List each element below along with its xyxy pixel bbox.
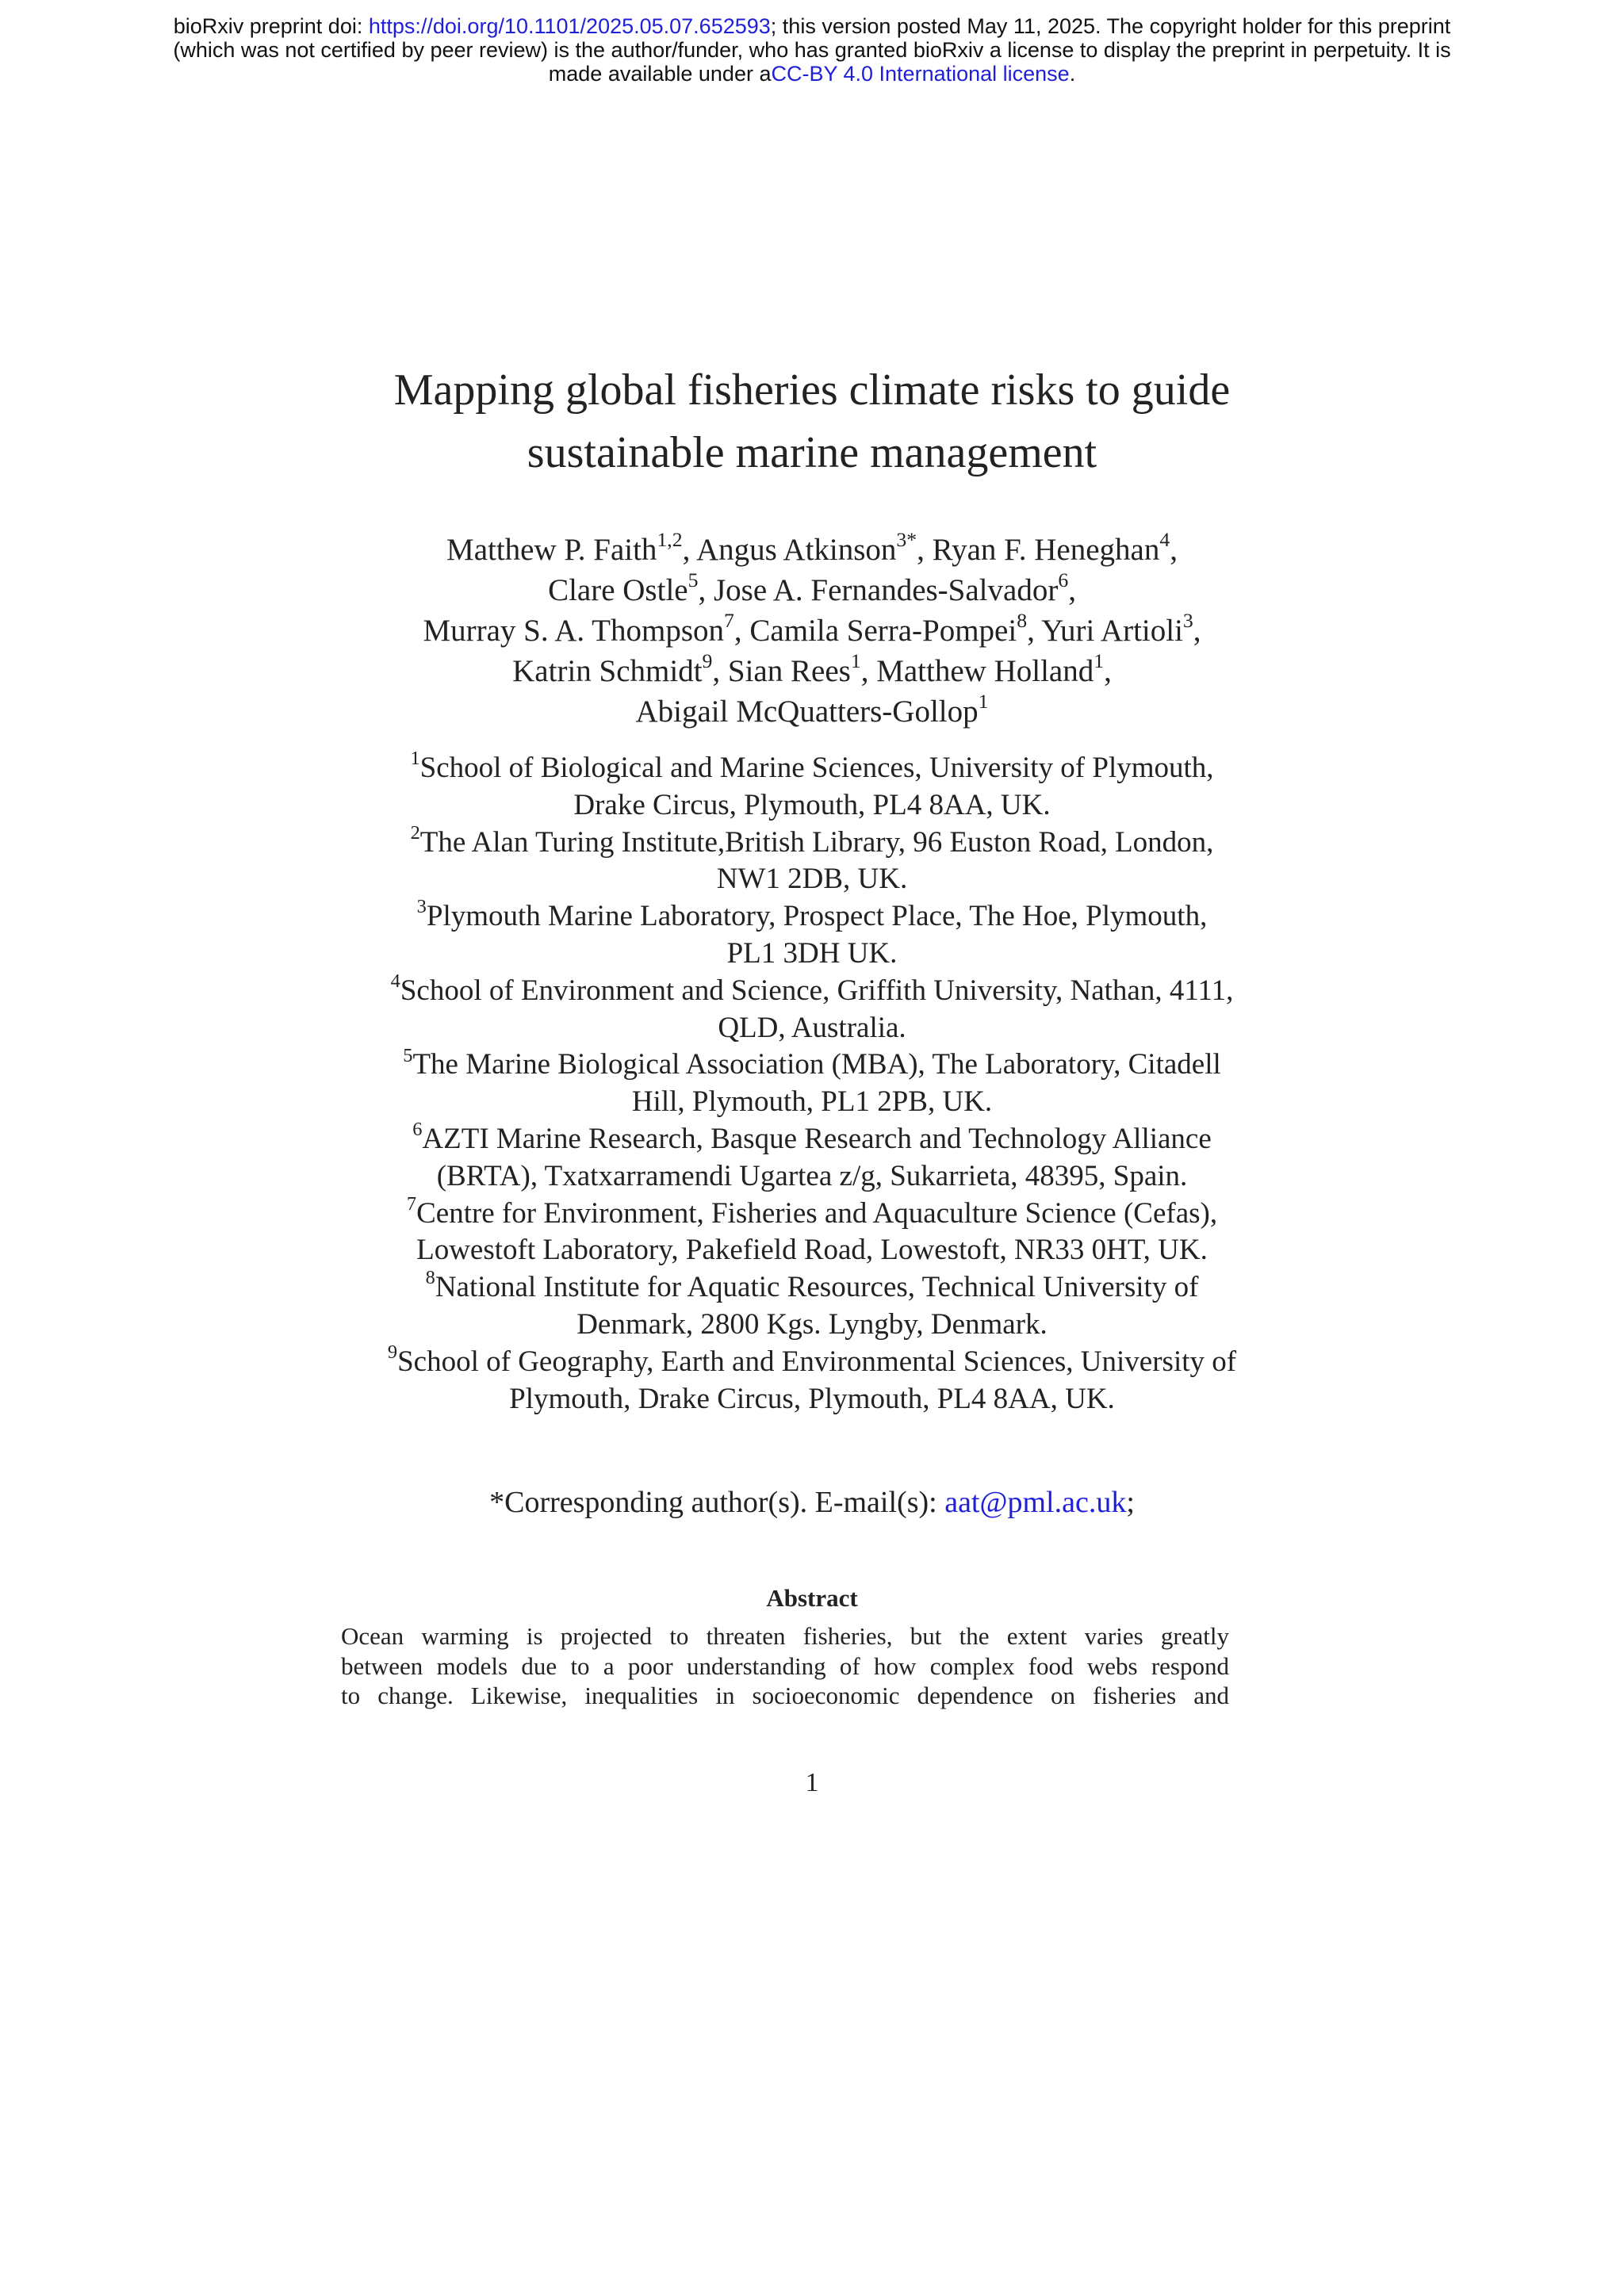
author-affiliation-mark: 4 bbox=[1159, 528, 1170, 552]
banner-line-1 bbox=[0, 14, 1624, 38]
title-line-2: sustainable marine management bbox=[527, 428, 1097, 477]
affiliation-number: 4 bbox=[390, 970, 400, 993]
author-affiliation-mark: 7 bbox=[724, 609, 734, 633]
author-affiliation-mark: 1 bbox=[1094, 649, 1105, 673]
affiliation-item: $^2$The Alan Turing Institute,British Library, 96 Euston Road, London, NW1 2DB, UK. bbox=[410, 821, 1214, 896]
affiliation-item: $^3$Plymouth Marine Laboratory, Prospect Place, The Hoe, Plymouth, PL1 3DH UK. bbox=[416, 896, 1208, 970]
author-line-5 bbox=[178, 691, 1446, 732]
abstract-heading: Abstract bbox=[766, 1584, 858, 1612]
banner-line-2: (which was not certified by peer review) is the author/funder, who has granted bioRxiv a license to display the preprint in perpetuity. It is bbox=[173, 38, 1451, 62]
banner-doi-prefix: bioRxiv preprint doi: bbox=[173, 14, 369, 38]
doi-link[interactable]: https://doi.org/10.1101/2025.05.07.652593 bbox=[368, 14, 771, 38]
author-affiliation-mark: 6 bbox=[1058, 568, 1069, 592]
abstract-text bbox=[341, 1621, 1229, 1711]
author-name: Murray S. A. Thompson bbox=[423, 614, 724, 648]
author-affiliation-mark: 1,2 bbox=[657, 528, 683, 552]
affiliation-item: $^1$School of Biological and Marine Sciences, University of Plymouth, Drake Circus, Plymouth, PL4 8AA, UK. bbox=[410, 748, 1214, 821]
affiliation-number: 1 bbox=[410, 748, 420, 770]
author-affiliation-mark: 1 bbox=[850, 649, 861, 673]
license-link[interactable]: CC-BY 4.0 International license bbox=[771, 62, 1070, 86]
banner-license-prefix: made available under a bbox=[548, 62, 772, 86]
affiliation-number: 5 bbox=[403, 1044, 413, 1066]
author-name: Abigail McQuatters-Gollop bbox=[635, 695, 979, 729]
corresponding-suffix: ; bbox=[1126, 1486, 1135, 1519]
affiliation-number: 9 bbox=[387, 1341, 398, 1363]
banner-license-suffix: . bbox=[1069, 62, 1076, 86]
abstract-line: Ocean warming is projected to threaten fisheries, but the extent varies greatly bbox=[341, 1622, 1229, 1650]
author-name: Sian Rees bbox=[727, 654, 851, 688]
author-line-3: Murray S. A. Thompson$^7$, Camila Serra-Pompei$^8$, Yuri Artioli$^3$, bbox=[423, 609, 1201, 648]
author-affiliation-mark: 1 bbox=[978, 690, 989, 714]
author-name: Angus Atkinson bbox=[695, 533, 897, 567]
affiliation-item: $^7$Centre for Environment, Fisheries and Aquaculture Science (Cefas), Lowestoft Laboratory, Pakefield Road, Lowestoft, NR33 0HT, UK. bbox=[406, 1192, 1218, 1267]
author-affiliation-mark: 3* bbox=[896, 528, 917, 552]
affiliation-number: 6 bbox=[412, 1119, 423, 1141]
author-line-2: Clare Ostle$^5$, Jose A. Fernandes-Salvador$^6$, bbox=[548, 568, 1076, 607]
affiliation-number: 7 bbox=[406, 1192, 417, 1215]
title-line-1: Mapping global fisheries climate risks to guide bbox=[393, 365, 1231, 415]
abstract-line: between models due to a poor understanding of how complex food webs respond bbox=[341, 1651, 1229, 1680]
page-number: 1 bbox=[805, 1768, 819, 1797]
banner-line-3 bbox=[0, 62, 1624, 86]
author-affiliation-mark: 5 bbox=[688, 568, 699, 592]
author-name: Matthew P. Faith bbox=[446, 533, 657, 567]
author-line-1: Matthew P. Faith$^{1,2}$, Angus Atkinson$^{3*}$, Ryan F. Heneghan$^4$, bbox=[446, 528, 1178, 567]
corresponding-label: *Corresponding author(s). E-mail(s): bbox=[489, 1486, 945, 1519]
author-name: Clare Ostle bbox=[548, 573, 688, 607]
author-name: Jose A. Fernandes-Salvador bbox=[713, 573, 1059, 607]
author-name: Matthew Holland bbox=[876, 654, 1094, 688]
affiliation-list bbox=[178, 750, 1446, 1418]
author-name: Katrin Schmidt bbox=[512, 654, 703, 688]
banner-line1-suffix: ; this version posted May 11, 2025. The copyright holder for this preprint bbox=[770, 14, 1451, 38]
author-affiliation-mark: 3 bbox=[1182, 609, 1193, 633]
author-affiliation-mark: 9 bbox=[702, 649, 713, 673]
affiliation-item: $^9$School of Geography, Earth and Environmental Sciences, University of Plymouth, Drake Circus, Plymouth, PL4 8AA, UK. bbox=[387, 1341, 1237, 1415]
affiliation-item: $^8$National Institute for Aquatic Resources, Technical University of Denmark, 2800 Kgs. Lyngby, Denmark. bbox=[425, 1267, 1199, 1341]
author-name: Yuri Artioli bbox=[1041, 614, 1183, 648]
affiliation-item: $^5$The Marine Biological Association (MBA), The Laboratory, Citadell Hill, Plymouth, PL1 2PB, UK. bbox=[403, 1044, 1221, 1119]
author-name: Camila Serra-Pompei bbox=[749, 614, 1017, 648]
email-link[interactable]: aat@pml.ac.uk bbox=[944, 1486, 1127, 1519]
affiliation-item: $^6$AZTI Marine Research, Basque Research and Technology Alliance (BRTA), Txatxarramendi Ugartea z/g, Sukarrieta, 48395, Spain. bbox=[412, 1119, 1212, 1192]
preprint-banner bbox=[0, 14, 1624, 86]
abstract-line: to change. Likewise, inequalities in socioeconomic dependence on fisheries and bbox=[341, 1682, 1229, 1709]
author-list bbox=[178, 530, 1446, 732]
author-affiliation-mark: 8 bbox=[1017, 609, 1028, 633]
affiliation-number: 2 bbox=[410, 821, 420, 844]
author-line-4: Katrin Schmidt$^9$, Sian Rees$^1$, Matthew Holland$^1$, bbox=[512, 649, 1112, 688]
affiliation-number: 3 bbox=[416, 896, 427, 918]
affiliation-number: 8 bbox=[425, 1267, 435, 1289]
paper-title bbox=[178, 359, 1446, 484]
author-name: Ryan F. Heneghan bbox=[932, 533, 1160, 567]
affiliation-item: $^4$School of Environment and Science, Griffith University, Nathan, 4111, QLD, Australia. bbox=[390, 970, 1234, 1044]
corresponding-author bbox=[178, 1484, 1446, 1521]
